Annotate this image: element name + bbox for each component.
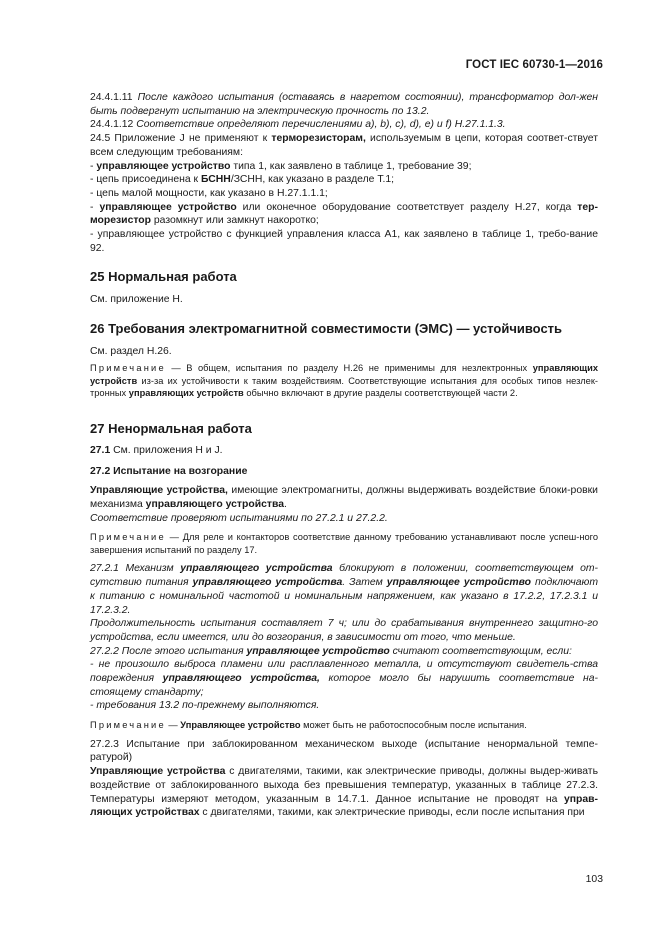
text-run: подключают к питанию с номинальной частотой и номинальным напряжением, как указано в 17.2.2, 17.2.3.1 и 17.2.3.2.: [90, 577, 599, 616]
note-label: Примечание: [90, 720, 166, 731]
term-bold: управляющее устройство: [386, 577, 532, 589]
term-bold: управ-ляющих устройствах: [90, 793, 598, 819]
subsection-27-2-title: 27.2 Испытание на возгорание: [90, 466, 248, 478]
note-label: Примечание: [90, 532, 166, 543]
term-bold: управляющее устройство: [99, 201, 237, 213]
text-run: 27.2.1 Механизм: [90, 563, 181, 575]
list-item: [90, 160, 598, 174]
text-run: имеющие электромагниты, должны выдерживать воздействие блоки-ровки механизма: [90, 485, 598, 510]
text-run: блокируют в положении, соответствующем от-сутствию питания: [90, 563, 598, 589]
term-bold: Управляющие устройства: [90, 766, 226, 778]
section-26-text: См. раздел Н.26.: [90, 345, 172, 357]
text-run: —: [165, 720, 181, 731]
term-bold: терморезисторам,: [271, 133, 366, 145]
text-run: .: [283, 498, 287, 510]
text-run: с двигателями, такими, как электрические приводы, если после испытания при: [199, 807, 585, 819]
text-run: обычно включают в другие разделы соответствующей части 2.: [243, 388, 518, 399]
document-id-header: ГОСТ IEC 60730-1—2016: [465, 59, 603, 71]
text-run: или оконечное оборудование соответствует разделу Н.27, когда: [236, 201, 578, 213]
page-content: [90, 91, 598, 820]
clause-text: После каждого испытания (оставаясь в нагретом состоянии), трансформатор дол-жен быть подвергнут испытанию на электрическую прочность по 13.2.: [90, 92, 598, 117]
section-25-title: 25 Нормальная работа: [90, 269, 237, 285]
list-item: - цепь малой мощности, как указано в Н.27.1.1.1;: [90, 187, 328, 199]
clause-text: Соответствие определяют перечислениями a), b), c), d), e) и f) H.27.1.1.3.: [136, 119, 506, 131]
text-run: считают соответствующим, если:: [389, 645, 572, 657]
term-bold: тер-морезистор: [90, 201, 598, 227]
paragraph-27-2-1: [90, 562, 598, 617]
clause-number: 24.4.1.11: [90, 92, 133, 103]
text-run: . Затем: [342, 577, 387, 589]
term-bold: Управляющие устройства,: [90, 485, 228, 497]
paragraph-24-4-1-11: [90, 91, 598, 118]
paragraph-27-2-3-body: [90, 765, 598, 820]
note-26: [90, 362, 598, 400]
paragraph-27-2-3: 27.2.3 Испытание при заблокированном механическом выходе (испытание ненормальной темпе-ратурой): [90, 738, 598, 764]
section-25-text: См. приложение Н.: [90, 294, 183, 306]
term-bold: БСНН: [200, 174, 231, 186]
text-run: См. приложения Н и J.: [110, 444, 223, 456]
paragraph-27-2-2: [90, 645, 598, 659]
term-bold: Управляющее устройство: [180, 720, 301, 731]
term-bold: управляющего устройства,: [162, 673, 320, 685]
list-item: [90, 658, 598, 699]
note-27-2-2: [90, 719, 598, 732]
text-run: -: [90, 201, 100, 213]
compliance-27-2: Соответствие проверяют испытаниями по 27.2.1 и 27.2.2.: [90, 512, 388, 524]
paragraph-24-4-1-12: [90, 118, 598, 132]
text-run: - цепь присоединена к: [90, 174, 201, 186]
clause-number: 24.4.1.12: [90, 119, 134, 131]
term-bold: управляющих устройств: [90, 363, 598, 386]
text-run: — Для реле и контакторов соответствие данному требованию устанавливают после успеш-ного завершения испытаний по разделу 17.: [90, 532, 598, 555]
text-run: - не произошло выброса пламени или расплавленного металла, и отсутствуют свидетель-ства повреждения: [90, 659, 598, 685]
text-run: используемым в цепи, которая соответ-ствует всем следующим требованиям:: [90, 133, 598, 158]
note-27-2: [90, 531, 598, 556]
text-run: 24.5 Приложение J не применяют к: [90, 133, 272, 145]
text-run: типа 1, как заявлено в таблице 1, требование 39;: [230, 160, 472, 172]
text-run: -: [90, 160, 97, 172]
text-run: которое могло бы нарушить соответствие на-стоящему стандарту;: [90, 673, 599, 698]
list-item: - требования 13.2 по-прежнему выполняются.: [90, 700, 320, 712]
term-bold: управляющих устройств: [128, 388, 244, 399]
paragraph-27-2: [90, 484, 598, 511]
text-run: /ЗСНН, как указано в разделе Т.1;: [230, 174, 395, 186]
clause-number: 27.1: [90, 444, 111, 456]
term-bold: управляющего устройства: [180, 563, 333, 575]
paragraph-27-1: [90, 444, 598, 458]
paragraph-27-2-1-duration: Продолжительность испытания составляет 7 ч; или до срабатывания внутреннего защитно-го устройства, если имеется, или до возгорания, в зависимости от того, что меньше.: [90, 618, 598, 643]
section-26-title: 26 Требования электромагнитной совместимости (ЭМС) — устойчивость: [90, 320, 563, 336]
text-run: может быть не работоспособным после испытания.: [300, 720, 527, 731]
note-label: Примечание: [90, 363, 166, 374]
text-run: 27.2.2 После этого испытания: [90, 645, 247, 657]
text-run: разомкнут или замкнут накоротко;: [151, 215, 319, 227]
term-bold: управляющее устройство: [246, 645, 390, 657]
term-bold: управляющего устройства: [192, 577, 343, 589]
section-27-title: 27 Ненормальная работа: [90, 421, 252, 437]
term-bold: управляющее устройство: [96, 160, 231, 172]
list-item: [90, 201, 598, 228]
term-bold: управляющего устройства: [145, 498, 284, 510]
text-run: — В общем, испытания по разделу Н.26 не применимы для незлектронных: [165, 363, 533, 374]
list-item: - управляющее устройство с функцией управления класса А1, как заявлено в таблице 1, требо-вание 92.: [90, 229, 598, 254]
text-run: с двигателями, такими, как электрические приводы, должны выдер-живать воздействие от заблокированного выхода без превышения температур, указанных в таблице 27.2.3. Температуры измеряют методом, указанным в 14.7.1. Данное испытание не проводят на: [90, 766, 598, 805]
page-number: 103: [585, 874, 603, 885]
paragraph-24-5: [90, 132, 598, 159]
text-run: из-за их устойчивости к таким воздействиям. Соответствующие испытания для особых типов незлек-тронных: [90, 375, 598, 399]
list-item: [90, 173, 598, 187]
